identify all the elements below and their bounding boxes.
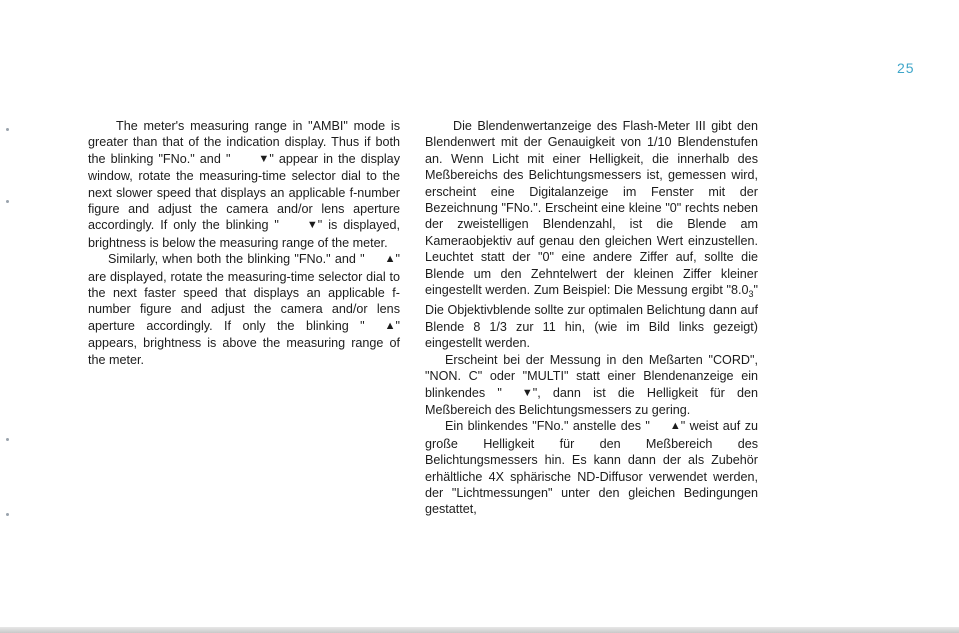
english-paragraph-2: Similarly, when both the blinking "FNo." and " ▲" are displayed, rotate the measuring-time selector dial to the next faster speed that displays an applicable f-number figure and adjust the camera and/or lens aperture accordingly. If only the blinking " ▲" appears, brightness is above the measuring range of the meter. xyxy=(88,252,400,367)
high-light-icon: ▲ xyxy=(384,319,396,332)
english-column xyxy=(88,118,400,368)
german-column xyxy=(425,118,758,518)
german-paragraph-2: Erscheint bei der Messung in den Meßarten "CORD", "NON. C" oder "MULTI" statt einer Blendenanzeige ein blinkendes " ▼", dann ist die Helligkeit für den Meßbereich des Belichtungsmessers zu gering. xyxy=(425,352,759,417)
german-paragraph-3: Ein blinkendes "FNo." anstelle des " ▲" weist auf zu große Helligkeit für den Meßbereich des Belichtungsmessers hin. Es kann dann der als Zubehör erhältliche 4X sphärische ND-Diffusor verwendet werden, der "Lichtmessungen" unter den gleichen Bedingungen gestattet, xyxy=(425,419,759,517)
margin-mark xyxy=(6,200,9,203)
german-paragraph-1: Die Blendenwertanzeige des Flash-Meter III gibt den Blendenwert mit der Genauigkeit von 1/10 Blendenstufen an. Wenn Licht mit einer Helligkeit, die innerhalb des Meßbereichs des Belichtungsmessers ist, gemessen wird, erscheint eine Digitalanzeige im Fenster mit der Bezeichnung "FNo.". Erscheint eine kleine "0" rechts neben der zweistelligen Blendenzahl, ist die Blende am Kameraobjektiv auf genau den gleichen Wert einzustellen. Leuchtet statt der "0" eine andere Ziffer auf, sollte die Blende um den Zehntelwert der kleinen Ziffer kleiner eingestellt werden. Zum Beispiel: Die Messung ergibt "$8.0_3$" Die Objektivblende sollte zur optimalen Belichtung dann auf Blende 8 1/3 zur 11 hin, (wie im Bild links gezeigt) eingestellt werden. xyxy=(425,119,758,351)
margin-mark xyxy=(6,128,9,131)
high-light-icon: ▲ xyxy=(384,253,396,266)
low-light-icon: ▼ xyxy=(521,386,533,399)
page-number: 25 xyxy=(897,60,915,76)
low-light-icon: ▼ xyxy=(258,152,270,165)
margin-mark xyxy=(6,513,9,516)
high-light-icon: ▲ xyxy=(669,420,681,433)
low-light-icon: ▼ xyxy=(306,219,318,232)
margin-mark xyxy=(6,438,9,441)
page-bottom-edge xyxy=(0,627,959,633)
english-paragraph-1: The meter's measuring range in "AMBI" mode is greater than that of the indication display. Thus if both the blinking "FNo." and " ▼" appear in the display window, rotate the measuring-time selector dial to the next slower speed that displays an applicable f-number figure and adjust the camera and/or lens aperture accordingly. If only the blinking " ▼" is displayed, brightness is below the measuring range of the meter. xyxy=(88,119,400,250)
